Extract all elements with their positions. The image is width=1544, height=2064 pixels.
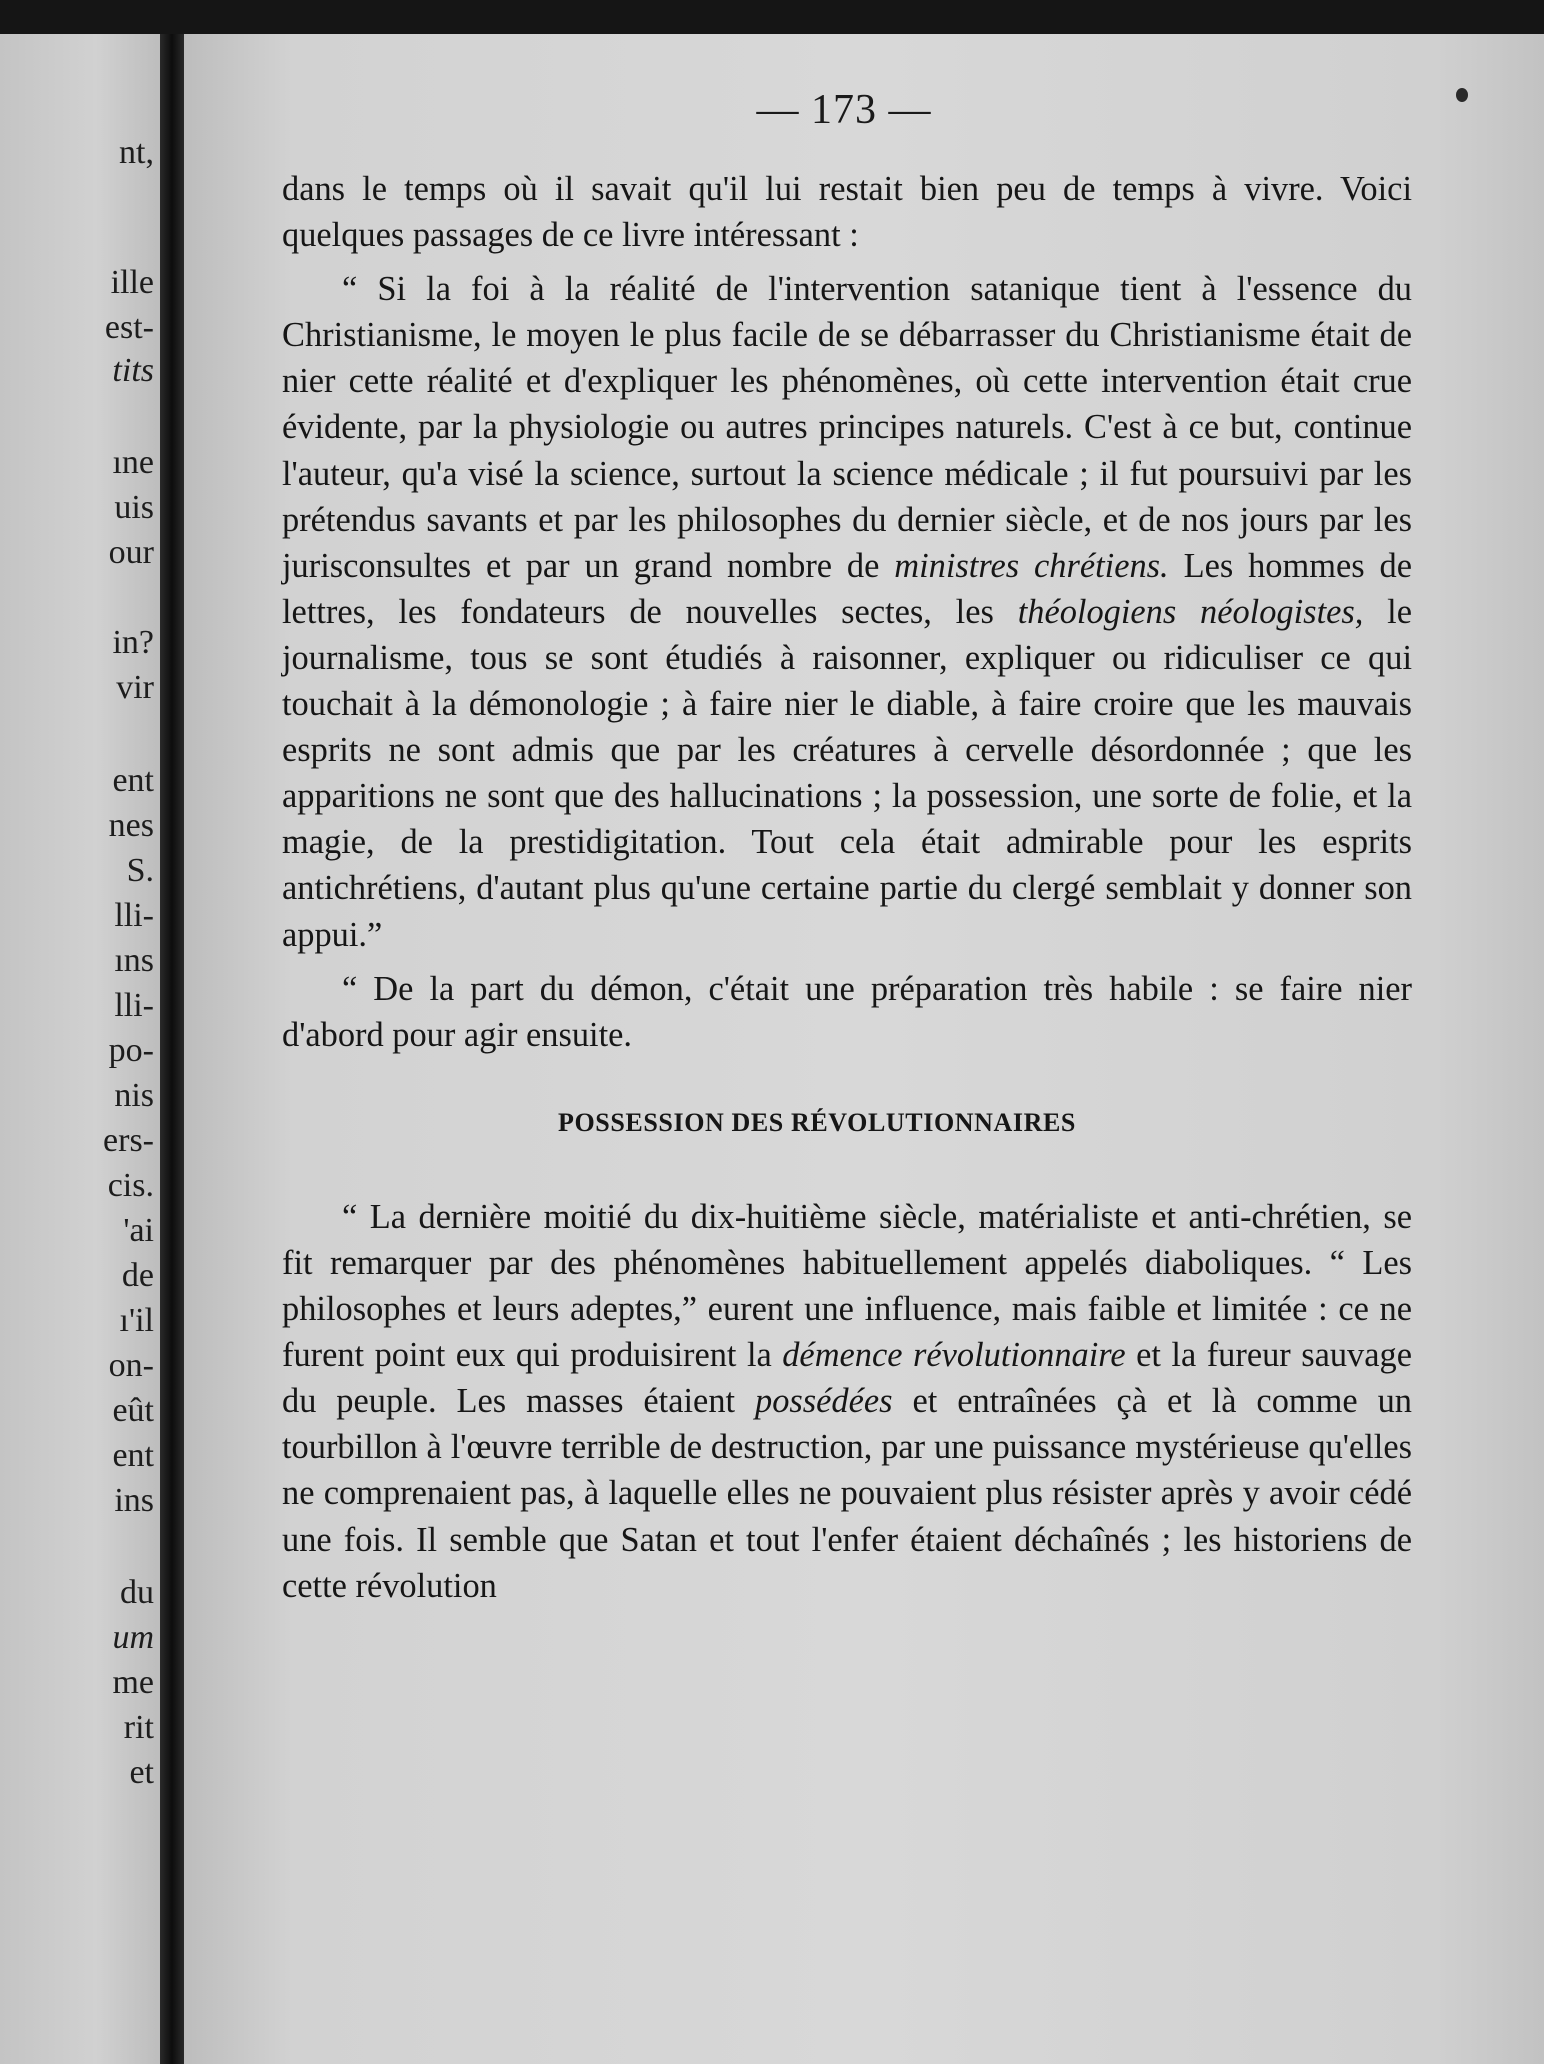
left-page-fragment: eût — [112, 1392, 154, 1429]
body-text — [282, 166, 1412, 1609]
left-page-fragment: ers- — [103, 1122, 154, 1159]
left-page-fragment: ent — [112, 1437, 154, 1474]
left-page-fragment: ille — [110, 264, 154, 301]
left-page-fragment: est- — [104, 309, 154, 346]
left-page-fragment: vir — [116, 669, 154, 706]
left-page-fragment: lli- — [114, 897, 154, 934]
left-page-fragment: nes — [108, 807, 154, 844]
left-page-fragment: 'ai — [123, 1212, 154, 1249]
paragraph-4-text-a: “ La dernière moitié du dix-huitième siècle, matérialiste et anti-chrétien, se fit remarquer par des phénomènes habituellement appelés diaboliques. “ Les philosophes et leurs adeptes,” eurent une influence, mais faible et limitée : ce ne furent point eux qui produisirent la — [282, 1197, 1412, 1375]
left-page-fragment: nis — [114, 1077, 154, 1114]
scan-top-border — [0, 0, 1544, 34]
left-page-fragment: me — [112, 1664, 154, 1701]
left-page-fragment: de — [121, 1257, 154, 1294]
paragraph-4 — [282, 1194, 1412, 1609]
left-page-fragment: ins — [114, 1482, 154, 1519]
paragraph-1 — [282, 166, 1412, 258]
left-page-fragment: cis. — [107, 1167, 154, 1204]
left-page-fragment: S. — [126, 852, 154, 889]
paragraph-2-italic-2: théologiens néologistes, — [1017, 592, 1364, 631]
paragraph-2 — [282, 266, 1412, 957]
paragraph-2-text-c: le journalisme, tous se sont étudiés à raisonner, expliquer ou ridiculiser ce qui touchait à la démonologie ; à faire nier le diable, à faire croire que les mauvais esprits ne sont admis que par les créatures à cervelle désordonnée ; que les apparitions ne sont que des hallucinations ; la possession, une sorte de folie, et la magie, de la prestidigitation. Tout cela était admirable pour les esprits antichrétiens, d'autant plus qu'une certaine partie du clergé semblait y donner son appui.” — [282, 592, 1412, 954]
paragraph-4-text-b: et la fureur sauvage du peuple. Les masses étaient — [282, 1336, 1412, 1421]
left-page-fragment: lli- — [114, 987, 154, 1024]
section-heading: POSSESSION DES RÉVOLUTIONNAIRES — [557, 1107, 1076, 1137]
paragraph-3 — [282, 966, 1412, 1058]
left-page-fragment: po- — [108, 1032, 154, 1069]
left-page-fragment: nt, — [119, 134, 154, 171]
paragraph-2-italic-1: ministres chrétiens. — [894, 546, 1169, 585]
left-page-fragment: tits — [112, 352, 154, 389]
left-page-fragment: ıns — [114, 942, 154, 979]
left-page-fragment: uis — [114, 489, 154, 526]
paragraph-1-text: dans le temps où il savait qu'il lui restait bien peu de temps à vivre. Voici quelques passages de ce livre intéressant : — [282, 170, 1412, 255]
paragraph-4-text-c: et entraînées çà et là comme un tourbillon à l'œuvre terrible de destruction, par une puissance mystérieuse qu'elles ne comprenaient pas, à laquelle elles ne pouvaient plus résister après y avoir cédé une fois. Il semble que Satan et tout l'enfer étaient déchaînés ; les historiens de cette révolution — [282, 1382, 1412, 1605]
paragraph-3-text: “ De la part du démon, c'était une préparation très habile : se faire nier d'abord pour agir ensuite. — [282, 969, 1412, 1054]
page — [184, 34, 1544, 2064]
left-page-fragment: on- — [108, 1347, 154, 1384]
left-page-fragment: ı'il — [119, 1302, 154, 1339]
left-page-fragment: rit — [123, 1709, 154, 1746]
left-page-fragment: in? — [112, 624, 154, 661]
left-page-fragment: our — [108, 534, 154, 571]
book-gutter — [160, 34, 184, 2064]
page-number: — 173 — — [756, 87, 932, 133]
left-page-fragment: du — [120, 1574, 154, 1611]
left-page-edge — [0, 34, 160, 2064]
left-page-fragment: et — [129, 1754, 154, 1791]
paragraph-2-text-b: Les hommes de lettres, les fondateurs de nouvelles sectes, les — [282, 546, 1412, 631]
left-page-fragment: um — [112, 1619, 154, 1656]
paragraph-4-italic-2: possédées — [755, 1382, 893, 1421]
left-page-fragment: ent — [112, 762, 154, 799]
paragraph-2-text-a: “ Si la foi à la réalité de l'intervention satanique tient à l'essence du Christianisme, le moyen le plus facile de se débarrasser du Christianisme était de nier cette réalité et d'expliquer les phénomènes, où cette intervention était crue évidente, par la physiologie ou autres principes naturels. C'est à ce but, continue l'auteur, qu'a visé la science, surtout la science médicale ; il fut poursuivi par les prétendus savants et par les philosophes du dernier siècle, et de nos jours par les jurisconsultes et par un grand nombre de — [282, 270, 1412, 585]
paragraph-4-italic-1: démence révolutionnaire — [782, 1336, 1126, 1375]
left-page-fragment: ıne — [112, 444, 154, 481]
